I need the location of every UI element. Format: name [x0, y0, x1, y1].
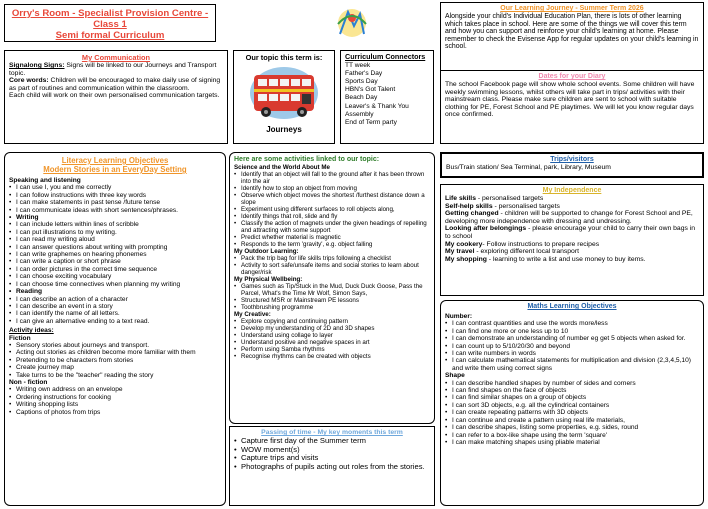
list-item: • Toothbrushing programme: [234, 304, 430, 311]
list-item: • Structured MSR or Mainstream PE lessons: [234, 297, 430, 304]
list-item: • WOW moment(s): [234, 446, 430, 455]
list-item: • I can demonstrate an understanding of number eg get 5 objects when asked for.: [445, 335, 699, 342]
list-item: • Captions of photos from trips: [9, 409, 221, 416]
list-item: • I can write numbers in words: [445, 350, 699, 357]
independence-row-label: My shopping: [445, 255, 487, 263]
topic-heading: Our topic this term is:: [245, 53, 323, 62]
writing-list: [9, 221, 221, 288]
list-item: • Understand using collage to layer: [234, 332, 430, 339]
list-item: • I can write graphemes on hearing phonemes: [9, 251, 221, 258]
diary-text: The school Facebook page will show whole school events. Some children will have weekly swimming lessons, whilst others will take part in trips/ activities with their mainstream class. Please make sure children are sent to school with suitable clothing for PE, Forest School and PE playtimes. We will let you know regular days once confirmed.: [445, 81, 695, 119]
activity-label: Activity ideas:: [9, 327, 54, 335]
shape-label: Shape: [445, 372, 465, 380]
list-item: • Take turns to be the "teacher" reading the story: [9, 372, 221, 379]
signalong-text: Signs will be linked to our Journeys and Transport topic.: [9, 62, 217, 77]
independence-row-text: - please encourage your child to carry their own bags in to school: [445, 225, 696, 240]
list-item: • Observe which object moves the shortest /furthest distance down a slope: [234, 192, 430, 206]
list-item: • Develop my understanding of 2D and 3D shapes: [234, 325, 430, 332]
signalong-label: Signalong Signs:: [9, 62, 65, 69]
independence-row-text: - exploring different local transport: [474, 248, 579, 256]
connector-item: End of Term party: [345, 119, 397, 127]
list-item: • Pack the trip bag for life skills trips following a checklist: [234, 255, 430, 262]
independence-row-text: - learning to write a list and use money to buy items.: [486, 255, 646, 263]
trips-heading: Trips/visitors: [550, 156, 594, 163]
list-item: • I can describe handled shapes by number of sides and corners: [445, 380, 699, 387]
red-double-decker-bus-icon: [248, 65, 320, 121]
list-item: • I can make matching shapes using pliable material: [445, 439, 699, 446]
list-item: • I can write a caption or short phrase: [9, 258, 221, 265]
list-item: • I can sort 3D objects, e.g. all the cylindrical containers: [445, 402, 699, 409]
independence-row: [445, 225, 699, 240]
learning-journey-text: Alongside your child's Individual Education Plan, there is lots of other learning which takes place in school. Here are some of the things we will cover this term and how you can support and reinforce your child's learning at home. Please remember to check the Evisense App for regular updates on your child's learning in school.: [445, 13, 699, 51]
independence-row: [445, 203, 699, 211]
list-item: • Games such as Tip/Stuck in the Mud, Duck Duck Goose, Pass the Parcel, What's the Time Mr Wolf, Simon Says,: [234, 283, 430, 297]
communication-box: [4, 50, 228, 144]
list-item: • I can put illustrations to my writing.: [9, 229, 221, 236]
connectors-box: [340, 50, 434, 144]
list-item: • Understand positive and negative spaces in art: [234, 339, 430, 346]
passing-time-heading: Passing of time - My key moments this term: [261, 429, 403, 436]
list-item: • Responds to the term 'gravity', e.g. object falling: [234, 241, 430, 248]
list-item: • Perform using Samba rhythms: [234, 346, 430, 353]
independence-row-label: Getting changed: [445, 210, 499, 218]
page-subtitle: Semi formal Curriculum: [55, 30, 165, 41]
independence-row-text: - Follow instructions to prepare recipes: [482, 240, 600, 248]
independence-row-label: Life skills: [445, 195, 476, 202]
list-item: • I can communicate ideas with short sentences/phrases.: [9, 207, 221, 214]
school-logo: [330, 4, 374, 42]
literacy-subheading: Modern Stories in an EveryDay Setting: [43, 165, 187, 174]
fiction-label: Fiction: [9, 334, 31, 342]
list-item: • Classify the action of magnets under the given headings of repelling and attracting with some support: [234, 220, 430, 234]
independence-row-label: Self-help skills: [445, 202, 493, 210]
list-item: • Create journey map: [9, 364, 221, 371]
independence-row-label: Looking after belongings: [445, 225, 527, 233]
passing-time-list: [234, 437, 430, 471]
physical-list: [234, 283, 430, 311]
list-item: • I can refer to a box-like shape using the term 'square': [445, 432, 699, 439]
topic-box: [233, 50, 335, 144]
list-item: • Writing own address on an envelope: [9, 386, 221, 393]
learning-journey-heading: Our Learning Journey - Summer Term 2026: [500, 5, 644, 12]
shape-list: [445, 380, 699, 447]
connector-item: Father's Day: [345, 69, 383, 77]
diary-box: [440, 70, 704, 144]
independence-row-label: My travel: [445, 248, 475, 256]
list-item: • I can use I, you and me correctly: [9, 184, 221, 191]
science-list: [234, 171, 430, 248]
connectors-list: [345, 62, 429, 128]
connector-item: Beach Day: [345, 94, 378, 102]
speaking-label: Speaking and listening: [9, 177, 81, 184]
literacy-heading: Literacy Learning Objectives: [61, 156, 169, 165]
list-item: • Ordering instructions for cooking: [9, 394, 221, 401]
list-item: • Capture first day of the Summer term: [234, 437, 430, 446]
list-item: • Recognise rhythms can be created with objects: [234, 353, 430, 360]
connector-item: Sports Day: [345, 78, 378, 85]
list-item: • I can count up to 5/10/20/30 and beyond: [445, 343, 699, 350]
list-item: • I can calculate mathematical statements for multiplication and division (2,3,4,5,10) and write them using correct signs: [445, 357, 699, 372]
number-label: Number:: [445, 313, 473, 320]
list-item: • Sensory stories about journeys and transport.: [9, 342, 221, 349]
core-words-label: Core words:: [9, 77, 49, 85]
independence-row: [445, 195, 699, 203]
list-item: • I can order pictures in the correct time sequence: [9, 266, 221, 273]
core-words-text: Children will be encouraged to make daily use of signing as part of routines and communication within the classroom.: [9, 77, 221, 92]
maths-box: [440, 300, 704, 506]
nonfiction-label: Non - fiction: [9, 378, 48, 386]
connector-item: HBN's Got Talent: [345, 86, 396, 94]
connector-item: Leaver's & Thank You Assembly: [345, 102, 409, 118]
list-item: • I can describe an action of a character: [9, 296, 221, 303]
connectors-heading: Curriculum Connectors: [345, 52, 426, 61]
list-item: • I can describe shapes, listing some properties, e.g. sides, round: [445, 424, 699, 431]
creative-label: My Creative:: [234, 311, 271, 318]
outdoor-label: My Outdoor Learning:: [234, 248, 299, 255]
communication-heading: My Communication: [81, 53, 151, 62]
list-item: • I can find similar shapes on a group of objects: [445, 394, 699, 401]
list-item: • Capture trips and visits: [234, 454, 430, 463]
list-item: • Acting out stories as children become more familiar with them: [9, 349, 221, 356]
list-item: • I can make statements in past tense /future tense: [9, 199, 221, 206]
list-item: • Activity to sort safe/unsafe items and social stories to learn about danger/risk: [234, 262, 430, 276]
independence-row: [445, 248, 699, 256]
independence-row: [445, 241, 699, 249]
science-label: Science and the World About Me: [234, 164, 330, 171]
communication-extra: Each child will work on their own personalised communication targets.: [9, 92, 220, 100]
writing-label: • Writing: [9, 214, 221, 221]
list-item: • Explore copying and continuing pattern: [234, 318, 430, 325]
list-item: • Experiment using different surfaces to roll objects along,: [234, 206, 430, 213]
maths-heading: Maths Learning Objectives: [527, 303, 617, 310]
learning-journey-box: [440, 2, 704, 78]
list-item: • I can identify the name of all letters.: [9, 310, 221, 317]
list-item: • I can contrast quantities and use the words more/less: [445, 320, 699, 327]
independence-row-text: - personalised targets: [492, 202, 560, 210]
trips-box: [440, 152, 704, 178]
fiction-list: [9, 342, 221, 379]
speaking-list: [9, 184, 221, 214]
number-list: [445, 320, 699, 372]
list-item: • I can read my writing aloud: [9, 236, 221, 243]
list-item: • I can find shapes on the face of objects: [445, 387, 699, 394]
independence-row-text: - children will be supported to change for Forest School and PE, developing more independence with dressing and undressing.: [445, 210, 693, 225]
independence-row: [445, 256, 699, 264]
independence-heading: My Independence: [542, 187, 602, 194]
nonfiction-list: [9, 386, 221, 416]
list-item: • Identify things that roll, slide and fly: [234, 213, 430, 220]
independence-row-text: - personalised targets: [475, 195, 544, 202]
list-item: • Identify that an object will fall to the ground after it has been thrown into the air: [234, 171, 430, 185]
list-item: • I can create repeating patterns with 3D objects: [445, 409, 699, 416]
diary-heading: Dates for your Diary: [538, 73, 606, 80]
reading-label: • Reading: [9, 288, 221, 295]
reading-list: [9, 296, 221, 326]
list-item: • I can continue and create a pattern using real life materials,: [445, 417, 699, 424]
independence-row: [445, 210, 699, 225]
independence-box: [440, 184, 704, 296]
list-item: • I can answer questions about writing with prompting: [9, 244, 221, 251]
list-item: • I can choose time connectives when planning my writing: [9, 281, 221, 288]
topic-name: Journeys: [266, 125, 302, 134]
list-item: • Pretending to be characters from stories: [9, 357, 221, 364]
list-item: • I can find one more or one less up to 10: [445, 328, 699, 335]
list-item: • Writing shopping lists: [9, 401, 221, 408]
list-item: • I can give an alternative ending to a text read.: [9, 318, 221, 325]
list-item: • I can choose exciting vocabulary: [9, 273, 221, 280]
outdoor-list: [234, 255, 430, 276]
passing-time-box: [229, 426, 435, 506]
physical-label: My Physical Wellbeing:: [234, 276, 303, 283]
list-item: • Photographs of pupils acting out roles from the stories.: [234, 463, 430, 472]
literacy-box: [4, 152, 226, 506]
creative-list: [234, 318, 430, 360]
trips-text: Bus/Train station/ Sea Terminal, park, Library, Museum: [446, 164, 611, 171]
list-item: • Identify how to stop an object from moving: [234, 185, 430, 192]
list-item: • Predict whether material is magnetic: [234, 234, 430, 241]
list-item: • I can describe an event in a story: [9, 303, 221, 310]
page-title: Orry's Room - Specialist Provision Centre - Class 1: [11, 8, 209, 30]
list-item: • I can follow instructions with three key words: [9, 192, 221, 199]
independence-row-label: My cookery: [445, 240, 483, 248]
connector-item: TT week: [345, 61, 371, 69]
activities-box: [229, 152, 435, 424]
title-box: [4, 4, 216, 42]
activities-heading: Here are some activities linked to our topic:: [234, 156, 380, 163]
list-item: • I can include letters within lines of scribble: [9, 221, 221, 228]
